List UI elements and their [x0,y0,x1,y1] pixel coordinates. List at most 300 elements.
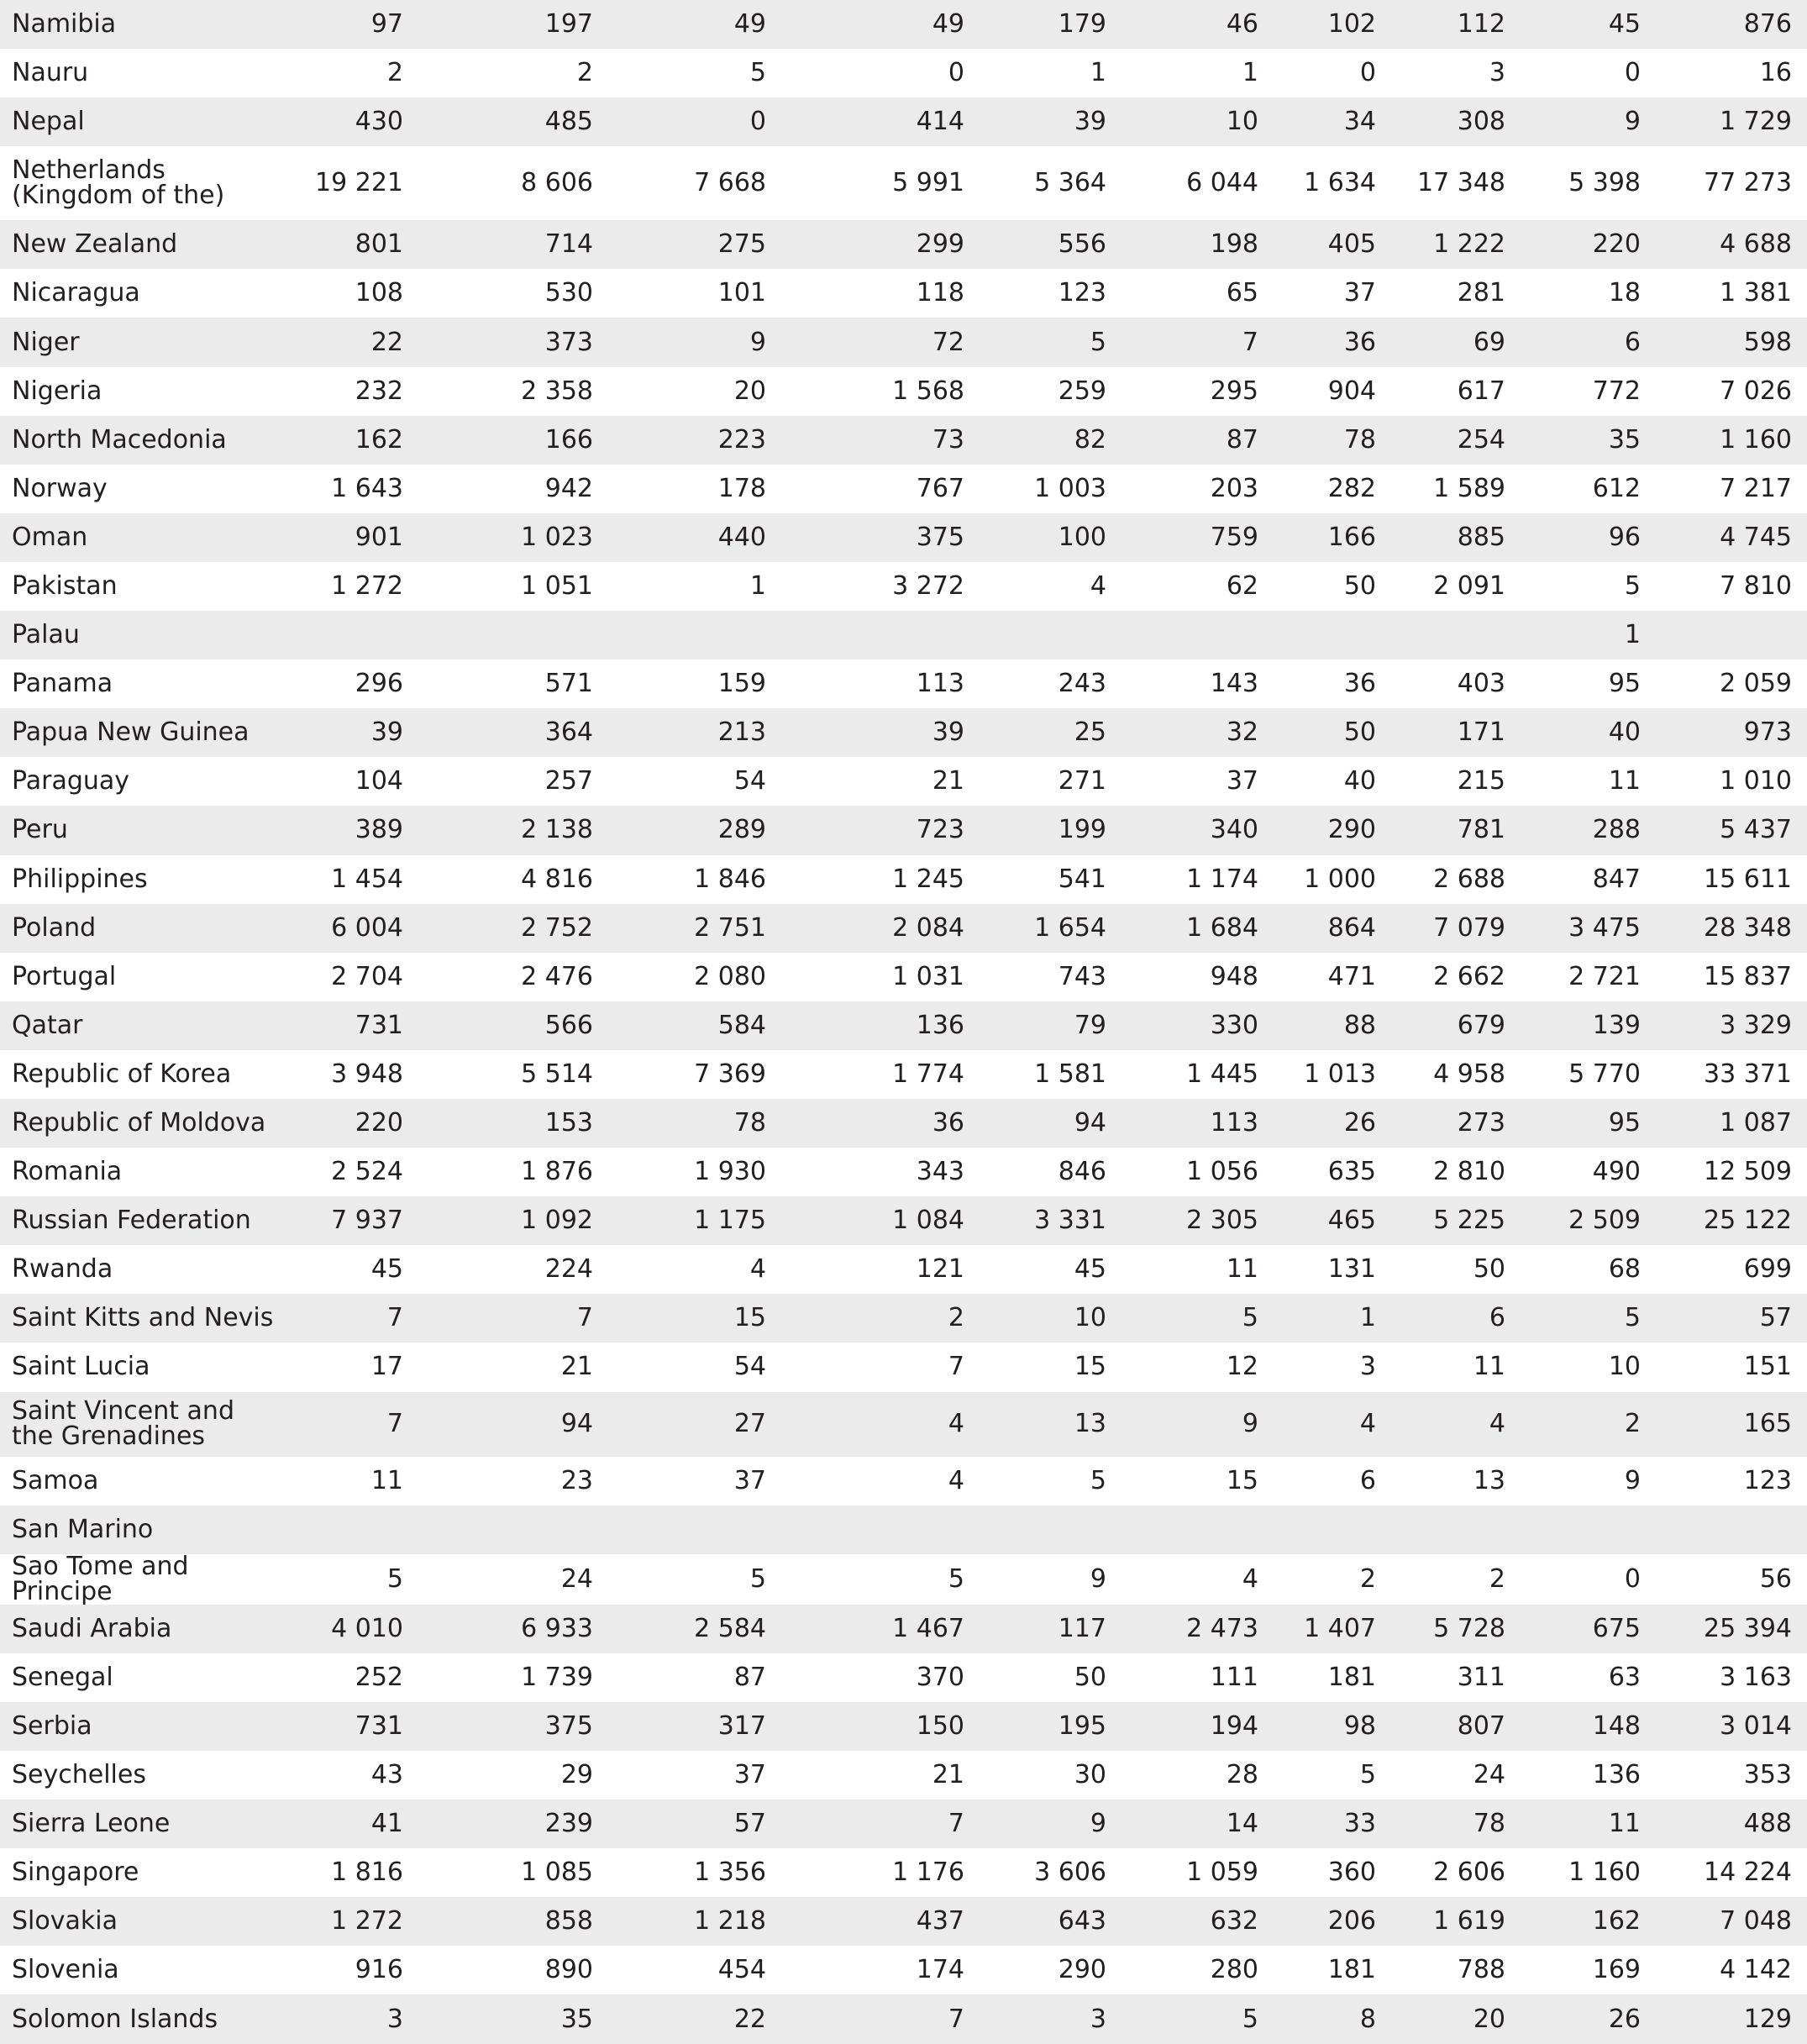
value-cell: 1 160 [1521,1848,1656,1897]
value-cell: 1 174 [1121,855,1274,904]
value-cell: 17 [282,1343,418,1391]
value-cell: 353 [1656,1751,1807,1800]
table-row [0,1897,1807,1946]
table-row [0,0,1807,49]
value-cell: 15 [608,1294,781,1343]
value-cell: 1 634 [1274,146,1391,220]
value-cell: 2 138 [418,806,608,854]
table-row [0,1946,1807,1994]
value-cell: 39 [282,708,418,757]
value-cell: 35 [418,1994,608,2043]
value-cell: 635 [1274,1148,1391,1196]
value-cell: 121 [781,1245,980,1294]
value-cell: 23 [418,1457,608,1505]
value-cell: 10 [1121,97,1274,146]
table-row [0,367,1807,416]
value-cell: 11 [1391,1343,1521,1391]
value-cell: 56 [1656,1554,1807,1605]
value-cell: 4 [1274,1392,1391,1457]
value-cell: 13 [1391,1457,1521,1505]
value-cell: 1 013 [1274,1050,1391,1099]
value-cell: 12 509 [1656,1148,1807,1196]
value-cell: 612 [1521,465,1656,513]
value-cell: 3 [1391,49,1521,97]
country-name-cell: Sierra Leone [0,1800,282,1848]
value-cell: 45 [980,1245,1121,1294]
value-cell: 1 272 [282,1897,418,1946]
value-cell: 1 272 [282,562,418,611]
value-cell: 282 [1274,465,1391,513]
value-cell: 311 [1391,1653,1521,1702]
table-row [0,1605,1807,1653]
value-cell: 118 [781,269,980,318]
value-cell: 16 [1656,49,1807,97]
value-cell: 20 [1391,1994,1521,2043]
country-name-cell: Saudi Arabia [0,1605,282,1653]
value-cell: 290 [1274,806,1391,854]
value-cell: 731 [282,1702,418,1751]
value-cell: 57 [1656,1294,1807,1343]
value-cell: 566 [418,1001,608,1050]
value-cell: 113 [781,659,980,708]
value-cell: 465 [1274,1196,1391,1245]
value-cell: 139 [1521,1001,1656,1050]
value-cell: 440 [608,513,781,562]
value-cell: 281 [1391,269,1521,318]
value-cell: 33 [1274,1800,1391,1848]
value-cell: 296 [282,659,418,708]
value-cell: 166 [1274,513,1391,562]
value-cell: 3 [282,1994,418,2043]
value-cell: 11 [282,1457,418,1505]
country-name-cell: Peru [0,806,282,854]
value-cell: 148 [1521,1702,1656,1751]
value-cell: 28 [1121,1751,1274,1800]
value-cell: 847 [1521,855,1656,904]
value-cell [282,1505,418,1554]
value-cell: 166 [418,416,608,465]
value-cell: 17 348 [1391,146,1521,220]
value-cell [418,611,608,659]
value-cell: 0 [1521,1554,1656,1605]
value-cell: 181 [1274,1653,1391,1702]
value-cell: 290 [980,1946,1121,1994]
value-cell: 7 048 [1656,1897,1807,1946]
value-cell: 2 662 [1391,953,1521,1001]
value-cell: 1 816 [282,1848,418,1897]
table-row [0,1848,1807,1897]
value-cell: 68 [1521,1245,1656,1294]
value-cell: 9 [1121,1392,1274,1457]
value-cell: 15 611 [1656,855,1807,904]
value-cell: 100 [980,513,1121,562]
value-cell: 72 [781,318,980,366]
value-cell: 95 [1521,659,1656,708]
value-cell: 5 364 [980,146,1121,220]
value-cell: 95 [1521,1099,1656,1148]
value-cell: 4 [1391,1392,1521,1457]
value-cell: 2 473 [1121,1605,1274,1653]
value-cell: 24 [1391,1751,1521,1800]
value-cell: 15 [1121,1457,1274,1505]
value-cell: 43 [282,1751,418,1800]
value-cell: 54 [608,1343,781,1391]
value-cell: 195 [980,1702,1121,1751]
value-cell: 1 589 [1391,465,1521,513]
value-cell: 2 [781,1294,980,1343]
table-row [0,708,1807,757]
country-name-cell: Pakistan [0,562,282,611]
value-cell: 40 [1274,757,1391,806]
table-row [0,1554,1807,1605]
value-cell: 1 643 [282,465,418,513]
value-cell: 111 [1121,1653,1274,1702]
country-name-cell: San Marino [0,1505,282,1554]
table-row [0,904,1807,953]
value-cell: 1 619 [1391,1897,1521,1946]
value-cell: 49 [608,0,781,49]
value-cell: 24 [418,1554,608,1605]
value-cell: 37 [608,1751,781,1800]
value-cell: 57 [608,1800,781,1848]
value-cell: 10 [980,1294,1121,1343]
value-cell: 243 [980,659,1121,708]
value-cell: 584 [608,1001,781,1050]
value-cell: 22 [282,318,418,366]
value-cell: 3 [1274,1343,1391,1391]
country-name-cell: Slovenia [0,1946,282,1994]
country-name-cell: Singapore [0,1848,282,1897]
value-cell: 4 010 [282,1605,418,1653]
value-cell: 11 [1121,1245,1274,1294]
value-cell: 179 [980,0,1121,49]
value-cell: 112 [1391,0,1521,49]
country-name-cell: Republic of Korea [0,1050,282,1099]
value-cell: 0 [1521,49,1656,97]
value-cell: 5 [1121,1994,1274,2043]
value-cell: 1 [1121,49,1274,97]
country-name-cell: Slovakia [0,1897,282,1946]
value-cell: 252 [282,1653,418,1702]
value-cell: 3 331 [980,1196,1121,1245]
value-cell: 0 [608,97,781,146]
value-cell: 454 [608,1946,781,1994]
value-cell: 1 930 [608,1148,781,1196]
value-cell: 123 [980,269,1121,318]
value-cell: 3 606 [980,1848,1121,1897]
value-cell: 1 729 [1656,97,1807,146]
value-cell: 801 [282,220,418,269]
value-cell: 2 091 [1391,562,1521,611]
value-cell: 35 [1521,416,1656,465]
value-cell: 21 [418,1343,608,1391]
value-cell: 1 245 [781,855,980,904]
value-cell: 904 [1274,367,1391,416]
value-cell [980,1505,1121,1554]
value-cell: 767 [781,465,980,513]
value-cell: 5 991 [781,146,980,220]
country-name-cell: Paraguay [0,757,282,806]
value-cell: 37 [1274,269,1391,318]
value-cell: 5 [980,318,1121,366]
value-cell: 129 [1656,1994,1807,2043]
table-row [0,855,1807,904]
value-cell: 0 [781,49,980,97]
table-row [0,513,1807,562]
value-cell: 2 476 [418,953,608,1001]
value-cell: 169 [1521,1946,1656,1994]
value-cell: 5 [1521,1294,1656,1343]
value-cell: 232 [282,367,418,416]
value-cell: 8 [1274,1994,1391,2043]
value-cell: 1 056 [1121,1148,1274,1196]
value-cell: 5 [1121,1294,1274,1343]
country-name-cell: North Macedonia [0,416,282,465]
value-cell: 973 [1656,708,1807,757]
value-cell: 6 [1391,1294,1521,1343]
value-cell: 2 358 [418,367,608,416]
table-row [0,1457,1807,1505]
value-cell: 405 [1274,220,1391,269]
value-cell: 4 [781,1392,980,1457]
country-name-cell: Papua New Guinea [0,708,282,757]
value-cell: 7 369 [608,1050,781,1099]
value-cell: 2 [282,49,418,97]
value-cell [1121,611,1274,659]
value-cell: 50 [1274,562,1391,611]
country-name-cell: Seychelles [0,1751,282,1800]
value-cell: 78 [1391,1800,1521,1848]
value-cell: 20 [608,367,781,416]
value-cell: 1 175 [608,1196,781,1245]
value-cell: 430 [282,97,418,146]
country-name-cell: Russian Federation [0,1196,282,1245]
table-row [0,1994,1807,2043]
value-cell: 2 084 [781,904,980,953]
value-cell: 1 407 [1274,1605,1391,1653]
country-name-cell: Saint Vincent and the Grenadines [0,1392,282,1457]
value-cell: 7 [282,1294,418,1343]
value-cell: 2 688 [1391,855,1521,904]
table-row [0,806,1807,854]
value-cell: 50 [980,1653,1121,1702]
table-row [0,1245,1807,1294]
value-cell: 632 [1121,1897,1274,1946]
value-cell: 901 [282,513,418,562]
value-cell: 1 023 [418,513,608,562]
value-cell: 153 [418,1099,608,1148]
value-cell: 6 933 [418,1605,608,1653]
value-cell: 26 [1274,1099,1391,1148]
value-cell [608,611,781,659]
value-cell: 343 [781,1148,980,1196]
value-cell: 6 004 [282,904,418,953]
value-cell: 3 948 [282,1050,418,1099]
table-row [0,220,1807,269]
value-cell: 257 [418,757,608,806]
value-cell: 87 [1121,416,1274,465]
value-cell: 39 [781,708,980,757]
value-cell: 30 [980,1751,1121,1800]
value-cell: 254 [1391,416,1521,465]
value-cell: 9 [1521,97,1656,146]
value-cell: 876 [1656,0,1807,49]
value-cell: 271 [980,757,1121,806]
value-cell: 15 837 [1656,953,1807,1001]
country-name-cell: Serbia [0,1702,282,1751]
value-cell: 275 [608,220,781,269]
value-cell: 136 [781,1001,980,1050]
value-cell: 4 816 [418,855,608,904]
value-cell: 1 160 [1656,416,1807,465]
value-cell: 4 [781,1457,980,1505]
value-cell: 25 [980,708,1121,757]
value-cell: 5 770 [1521,1050,1656,1099]
value-cell: 1 218 [608,1897,781,1946]
value-cell: 82 [980,416,1121,465]
value-cell: 7 [282,1392,418,1457]
table-row [0,611,1807,659]
value-cell [980,611,1121,659]
country-name-cell: Palau [0,611,282,659]
value-cell: 289 [608,806,781,854]
value-cell: 62 [1121,562,1274,611]
value-cell: 437 [781,1897,980,1946]
country-name-cell: Niger [0,318,282,366]
value-cell: 571 [418,659,608,708]
value-cell: 403 [1391,659,1521,708]
value-cell: 54 [608,757,781,806]
value-cell: 340 [1121,806,1274,854]
table-row [0,1343,1807,1391]
value-cell: 14 [1121,1800,1274,1848]
value-cell [1274,611,1391,659]
value-cell: 541 [980,855,1121,904]
value-cell: 26 [1521,1994,1656,2043]
value-cell: 1 059 [1121,1848,1274,1897]
value-cell: 9 [980,1554,1121,1605]
value-cell: 6 044 [1121,146,1274,220]
value-cell: 1 774 [781,1050,980,1099]
value-cell: 699 [1656,1245,1807,1294]
value-cell: 2 752 [418,904,608,953]
country-name-cell: Solomon Islands [0,1994,282,2043]
table-row [0,659,1807,708]
value-cell: 199 [980,806,1121,854]
value-cell: 5 [1521,562,1656,611]
country-name-cell: Oman [0,513,282,562]
value-cell: 1 454 [282,855,418,904]
value-cell: 46 [1121,0,1274,49]
value-cell: 1 684 [1121,904,1274,953]
value-cell: 530 [418,269,608,318]
value-cell: 259 [980,367,1121,416]
value-cell: 1 [1521,611,1656,659]
value-cell: 29 [418,1751,608,1800]
value-cell: 10 [1521,1343,1656,1391]
value-cell: 2 [418,49,608,97]
value-cell: 1 176 [781,1848,980,1897]
value-cell: 9 [980,1800,1121,1848]
value-cell: 94 [418,1392,608,1457]
value-cell: 8 606 [418,146,608,220]
country-name-cell: New Zealand [0,220,282,269]
value-cell [1121,1505,1274,1554]
value-cell: 41 [282,1800,418,1848]
value-cell: 28 348 [1656,904,1807,953]
value-cell: 69 [1391,318,1521,366]
value-cell: 2 704 [282,953,418,1001]
value-cell: 73 [781,416,980,465]
value-cell: 1 654 [980,904,1121,953]
value-cell: 299 [781,220,980,269]
value-cell: 2 721 [1521,953,1656,1001]
value-cell [418,1505,608,1554]
value-cell: 1 356 [608,1848,781,1897]
value-cell: 215 [1391,757,1521,806]
value-cell: 1 084 [781,1196,980,1245]
value-cell: 3 272 [781,562,980,611]
value-cell: 295 [1121,367,1274,416]
value-cell: 2 080 [608,953,781,1001]
value-cell: 5 437 [1656,806,1807,854]
value-cell: 308 [1391,97,1521,146]
value-cell [1656,1505,1807,1554]
value-cell: 1 051 [418,562,608,611]
value-cell: 11 [1521,757,1656,806]
value-cell: 2 751 [608,904,781,953]
value-cell: 948 [1121,953,1274,1001]
value-cell: 36 [1274,318,1391,366]
value-cell: 2 [1521,1392,1656,1457]
value-cell: 5 [781,1554,980,1605]
value-cell: 206 [1274,1897,1391,1946]
value-cell [282,611,418,659]
value-cell: 617 [1391,367,1521,416]
value-cell: 39 [980,97,1121,146]
value-cell: 239 [418,1800,608,1848]
value-cell: 4 688 [1656,220,1807,269]
value-cell: 174 [781,1946,980,1994]
value-cell: 45 [1521,0,1656,49]
value-cell: 213 [608,708,781,757]
value-cell: 373 [418,318,608,366]
value-cell: 759 [1121,513,1274,562]
value-cell: 2 524 [282,1148,418,1196]
value-cell: 11 [1521,1800,1656,1848]
value-cell: 280 [1121,1946,1274,1994]
table-row [0,1196,1807,1245]
value-cell: 25 122 [1656,1196,1807,1245]
value-cell: 4 745 [1656,513,1807,562]
value-cell: 3 014 [1656,1702,1807,1751]
value-cell: 3 163 [1656,1653,1807,1702]
country-name-cell: Norway [0,465,282,513]
value-cell: 5 514 [418,1050,608,1099]
value-cell: 101 [608,269,781,318]
value-cell: 1 381 [1656,269,1807,318]
value-cell: 807 [1391,1702,1521,1751]
country-name-cell: Republic of Moldova [0,1099,282,1148]
value-cell: 21 [781,1751,980,1800]
value-cell: 1 092 [418,1196,608,1245]
value-cell: 846 [980,1148,1121,1196]
country-name-cell: Qatar [0,1001,282,1050]
value-cell: 14 224 [1656,1848,1807,1897]
table-row [0,465,1807,513]
value-cell: 1 876 [418,1148,608,1196]
value-cell [1274,1505,1391,1554]
